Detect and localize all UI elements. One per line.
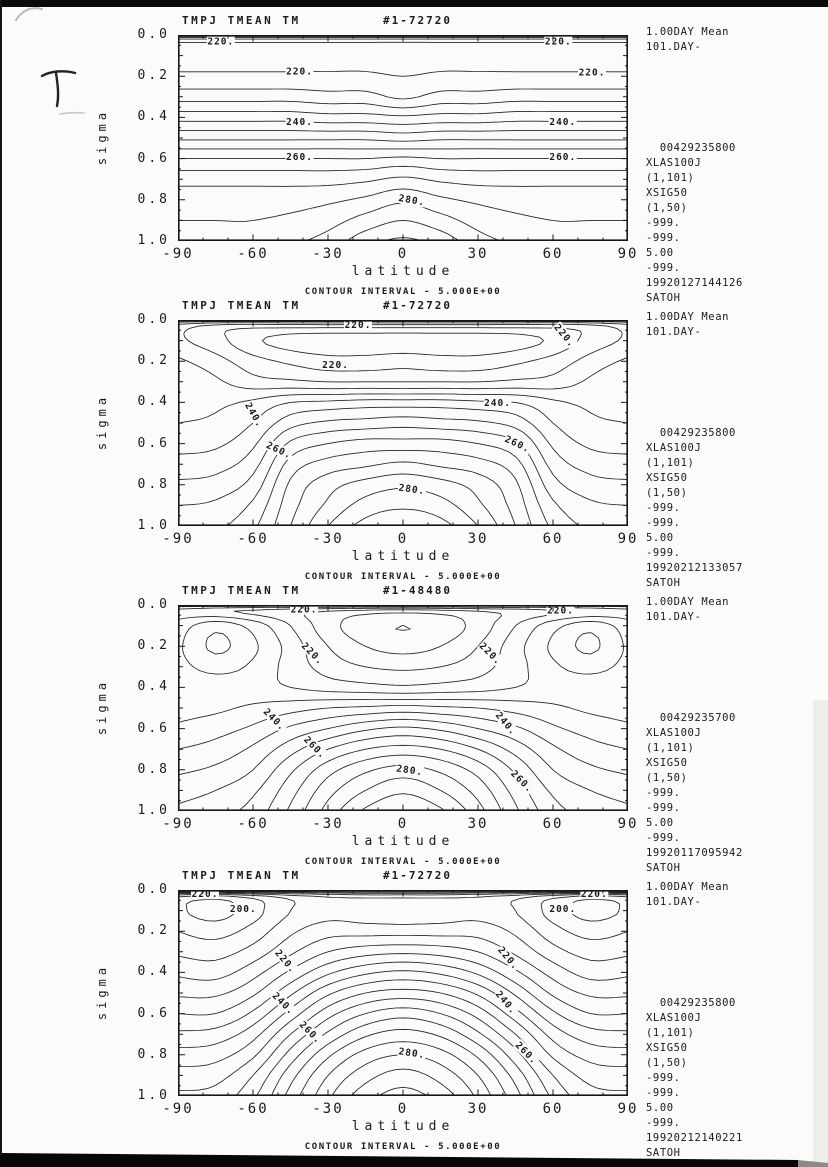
contour-value-label: 220.	[580, 890, 608, 901]
right-annotation-line: 19920212140221	[646, 1132, 743, 1144]
right-annotation-line: 19920127144126	[646, 277, 743, 289]
contour-value-label: 220.	[322, 359, 349, 371]
right-annotation-line: 101.DAY-	[646, 326, 702, 338]
right-annotation-line: -999.	[646, 802, 681, 814]
right-annotation-line: 101.DAY-	[646, 41, 702, 53]
x-tick-label: -60	[237, 531, 269, 547]
x-tick-label: 60	[542, 816, 564, 832]
right-annotation-line: 00429235800	[646, 142, 736, 154]
right-annotation-line: 00429235800	[646, 997, 736, 1009]
contour-value-label: 220.	[551, 322, 578, 350]
y-tick-label: 0.2	[137, 923, 170, 939]
x-tick-label: 30	[467, 246, 489, 262]
y-tick-label: 1.0	[137, 1088, 170, 1103]
x-tick-label: -90	[162, 246, 194, 262]
x-tick-label: 30	[467, 816, 489, 832]
contour-value-label: 240.	[269, 990, 297, 1018]
y-tick-label: 0.4	[137, 679, 170, 695]
right-annotation-line: -999.	[646, 1117, 681, 1129]
y-axis-label: sigma	[95, 393, 109, 451]
contour-value-label: 220.	[298, 640, 326, 668]
contour-value-label: 220.	[578, 67, 606, 79]
scan-artifact-bottom-band	[0, 1148, 828, 1167]
x-tick-label: 0	[397, 1101, 409, 1117]
right-annotation-line: 5.00	[646, 817, 674, 829]
y-tick-label: 0.8	[137, 1046, 170, 1062]
x-tick-label: 90	[617, 531, 639, 547]
contour-interval-label: CONTOUR INTERVAL - 5.000E+00	[304, 1142, 502, 1152]
right-annotation-line: 101.DAY-	[646, 611, 702, 623]
contour-value-label: 240.	[286, 117, 313, 128]
x-tick-label: 0	[397, 816, 409, 832]
y-axis-label: sigma	[95, 678, 109, 736]
contour-value-label: 260.	[286, 152, 313, 163]
contour-value-label: 280.	[395, 763, 424, 779]
contour-value-label: 200.	[229, 904, 257, 915]
contour-value-label: 260.	[502, 433, 532, 456]
right-annotation-line: 19920117095942	[646, 847, 743, 859]
x-tick-label: -90	[162, 531, 194, 547]
contour-plot-1	[178, 35, 628, 241]
right-annotation-line: 5.00	[646, 1102, 674, 1114]
contour-value-label: 260.	[508, 768, 535, 796]
y-tick-label: 0.2	[137, 68, 170, 84]
right-annotation-line: 1.00DAY Mean	[646, 311, 730, 323]
contour-value-label: 240.	[242, 400, 266, 430]
contour-lines	[178, 890, 628, 1096]
contour-value-label: 240.	[492, 710, 519, 738]
contour-value-label: 200.	[549, 904, 577, 915]
x-tick-label: 60	[542, 246, 564, 262]
y-axis-label: sigma	[95, 108, 109, 166]
right-annotation-line: -999.	[646, 502, 681, 514]
pencil-curve-mark	[12, 2, 62, 28]
y-tick-label: 0.6	[137, 435, 170, 451]
x-axis-label: latitude	[351, 549, 455, 564]
x-tick-label: 90	[617, 246, 639, 262]
contour-value-label: 260.	[296, 1019, 324, 1047]
y-tick-label: 0.0	[137, 597, 170, 612]
contour-lines	[178, 35, 628, 241]
x-tick-label: -60	[237, 246, 269, 262]
contour-value-label: 260.	[512, 1040, 540, 1067]
x-tick-label: 30	[467, 531, 489, 547]
right-annotation-line: -999.	[646, 262, 681, 274]
axis-ticks	[178, 890, 628, 1096]
contour-value-label: 240.	[549, 117, 577, 128]
x-tick-label: -90	[162, 1101, 194, 1117]
right-annotation-line: -999.	[646, 217, 681, 229]
right-annotation-line: -999.	[646, 1087, 681, 1099]
right-annotation-line: 1.00DAY Mean	[646, 881, 730, 893]
x-tick-label: 90	[617, 816, 639, 832]
contour-interval-label: CONTOUR INTERVAL - 5.000E+00	[304, 857, 502, 867]
x-axis-label: latitude	[351, 264, 455, 279]
panel-title: TMPJ TMEAN TM	[182, 14, 301, 27]
contour-value-label: 220.	[191, 890, 219, 901]
contour-value-label: 220.	[286, 66, 313, 78]
right-annotation-line: XLAS100J	[646, 157, 702, 169]
right-annotation-line: XSIG50	[646, 187, 688, 199]
right-annotation-line: XSIG50	[646, 472, 688, 484]
right-annotation-line: 101.DAY-	[646, 896, 702, 908]
axis-ticks	[178, 35, 628, 241]
right-annotation-line: SATOH	[646, 862, 681, 874]
contour-value-label: 220.	[344, 320, 372, 331]
right-annotation-line: -999.	[646, 232, 681, 244]
contour-value-label: 220.	[290, 605, 318, 616]
y-tick-label: 0.6	[137, 150, 170, 166]
x-tick-label: 30	[467, 1101, 489, 1117]
contour-value-label: 220.	[544, 36, 572, 48]
x-tick-label: -90	[162, 816, 194, 832]
y-tick-label: 0.2	[137, 353, 170, 369]
x-tick-label: 0	[397, 246, 409, 262]
right-annotation-line: SATOH	[646, 577, 681, 589]
right-annotation-line: 1.00DAY Mean	[646, 26, 730, 38]
right-annotation-line: (1,50)	[646, 487, 688, 499]
right-annotation-line: 00429235700	[646, 712, 736, 724]
right-annotation-line: (1,101)	[646, 742, 695, 754]
x-tick-label: -30	[312, 816, 344, 832]
right-annotation-line: 5.00	[646, 532, 674, 544]
right-annotation-line: (1,101)	[646, 1027, 695, 1039]
y-tick-label: 0.6	[137, 1005, 170, 1021]
right-annotation-line: (1,50)	[646, 202, 688, 214]
contour-interval-label: CONTOUR INTERVAL - 5.000E+00	[304, 572, 502, 582]
y-tick-label: 0.0	[137, 312, 170, 327]
right-annotation-line: XSIG50	[646, 757, 688, 769]
contour-value-label: 220.	[207, 36, 235, 48]
right-annotation-line: -999.	[646, 787, 681, 799]
right-annotation-line: -999.	[646, 517, 681, 529]
y-tick-label: 0.0	[137, 27, 170, 42]
contour-value-label: 280.	[397, 482, 426, 498]
y-tick-label: 1.0	[137, 233, 170, 248]
right-annotation-line: -999.	[646, 832, 681, 844]
contour-plot-2	[178, 320, 628, 526]
contour-value-label: 240.	[484, 397, 511, 409]
contour-value-label: 260.	[549, 152, 577, 163]
panel-title: TMPJ TMEAN TM	[182, 869, 301, 882]
panel-title: TMPJ TMEAN TM	[182, 584, 301, 597]
y-tick-label: 0.4	[137, 964, 170, 980]
right-annotation-line: SATOH	[646, 292, 681, 304]
axis-ticks	[178, 605, 628, 811]
x-tick-label: -30	[312, 1101, 344, 1117]
right-annotation-line: 1.00DAY Mean	[646, 596, 730, 608]
x-tick-label: 0	[397, 531, 409, 547]
contour-value-label: 220.	[495, 944, 521, 973]
contour-value-label: 220.	[272, 947, 299, 976]
scan-artifact-right-streak	[813, 700, 828, 1167]
frame-id-label: #1-48480	[383, 584, 452, 597]
contour-value-label: 260.	[264, 440, 294, 462]
scan-artifact-top-bar	[0, 0, 828, 7]
right-annotation-line: SATOH	[646, 1147, 681, 1159]
contour-lines	[178, 606, 628, 811]
y-axis-label: sigma	[95, 963, 109, 1021]
contour-plot-3	[178, 605, 628, 811]
handwritten-letter-T	[38, 64, 86, 114]
frame-id-label: #1-72720	[383, 14, 452, 27]
right-annotation-line: (1,50)	[646, 772, 688, 784]
x-tick-label: -60	[237, 1101, 269, 1117]
right-annotation-line: XSIG50	[646, 1042, 688, 1054]
right-annotation-line: (1,50)	[646, 1057, 688, 1069]
frame-id-label: #1-72720	[383, 869, 452, 882]
contour-value-labels	[207, 35, 606, 208]
right-annotation-line: 00429235800	[646, 427, 736, 439]
y-tick-label: 0.8	[137, 191, 170, 207]
right-annotation-line: XLAS100J	[646, 727, 702, 739]
x-axis-label: latitude	[351, 834, 455, 849]
frame-id-label: #1-72720	[383, 299, 452, 312]
right-annotation-line: -999.	[646, 1072, 681, 1084]
right-annotation-line: 19920212133057	[646, 562, 743, 574]
y-tick-label: 0.4	[137, 394, 170, 410]
right-annotation-line: (1,101)	[646, 172, 695, 184]
right-annotation-line: 5.00	[646, 247, 674, 259]
right-annotation-line: -999.	[646, 547, 681, 559]
y-tick-label: 0.8	[137, 761, 170, 777]
right-annotation-line: XLAS100J	[646, 1012, 702, 1024]
scan-artifact-left-edge-line	[0, 0, 2, 1167]
contour-value-label: 220.	[476, 640, 504, 668]
y-tick-label: 0.4	[137, 109, 170, 125]
contour-plot-4	[178, 890, 628, 1096]
x-axis-label: latitude	[351, 1119, 455, 1134]
x-tick-label: -60	[237, 816, 269, 832]
y-tick-label: 1.0	[137, 518, 170, 533]
contour-value-label: 260.	[301, 734, 328, 762]
right-annotation-line: XLAS100J	[646, 442, 702, 454]
panel-title: TMPJ TMEAN TM	[182, 299, 301, 312]
contour-value-labels	[242, 320, 578, 497]
contour-value-label: 280.	[397, 193, 427, 209]
y-tick-label: 0.6	[137, 720, 170, 736]
contour-value-label: 220.	[547, 605, 574, 617]
x-tick-label: -30	[312, 246, 344, 262]
contour-interval-label: CONTOUR INTERVAL - 5.000E+00	[304, 287, 502, 297]
plot-border	[179, 36, 627, 240]
contour-lines	[178, 321, 628, 527]
x-tick-label: 90	[617, 1101, 639, 1117]
y-tick-label: 1.0	[137, 803, 170, 818]
y-tick-label: 0.2	[137, 638, 170, 654]
x-tick-label: 60	[542, 1101, 564, 1117]
x-tick-label: -30	[312, 531, 344, 547]
y-tick-label: 0.8	[137, 476, 170, 492]
y-tick-label: 0.0	[137, 882, 170, 897]
plot-border	[179, 891, 627, 1095]
plot-border	[179, 606, 627, 810]
contour-value-label: 280.	[397, 1046, 426, 1062]
axis-ticks	[178, 320, 628, 526]
contour-value-label: 240.	[492, 989, 519, 1017]
plot-border	[179, 321, 627, 525]
contour-value-label: 240.	[260, 706, 288, 734]
x-tick-label: 60	[542, 531, 564, 547]
right-annotation-line: (1,101)	[646, 457, 695, 469]
